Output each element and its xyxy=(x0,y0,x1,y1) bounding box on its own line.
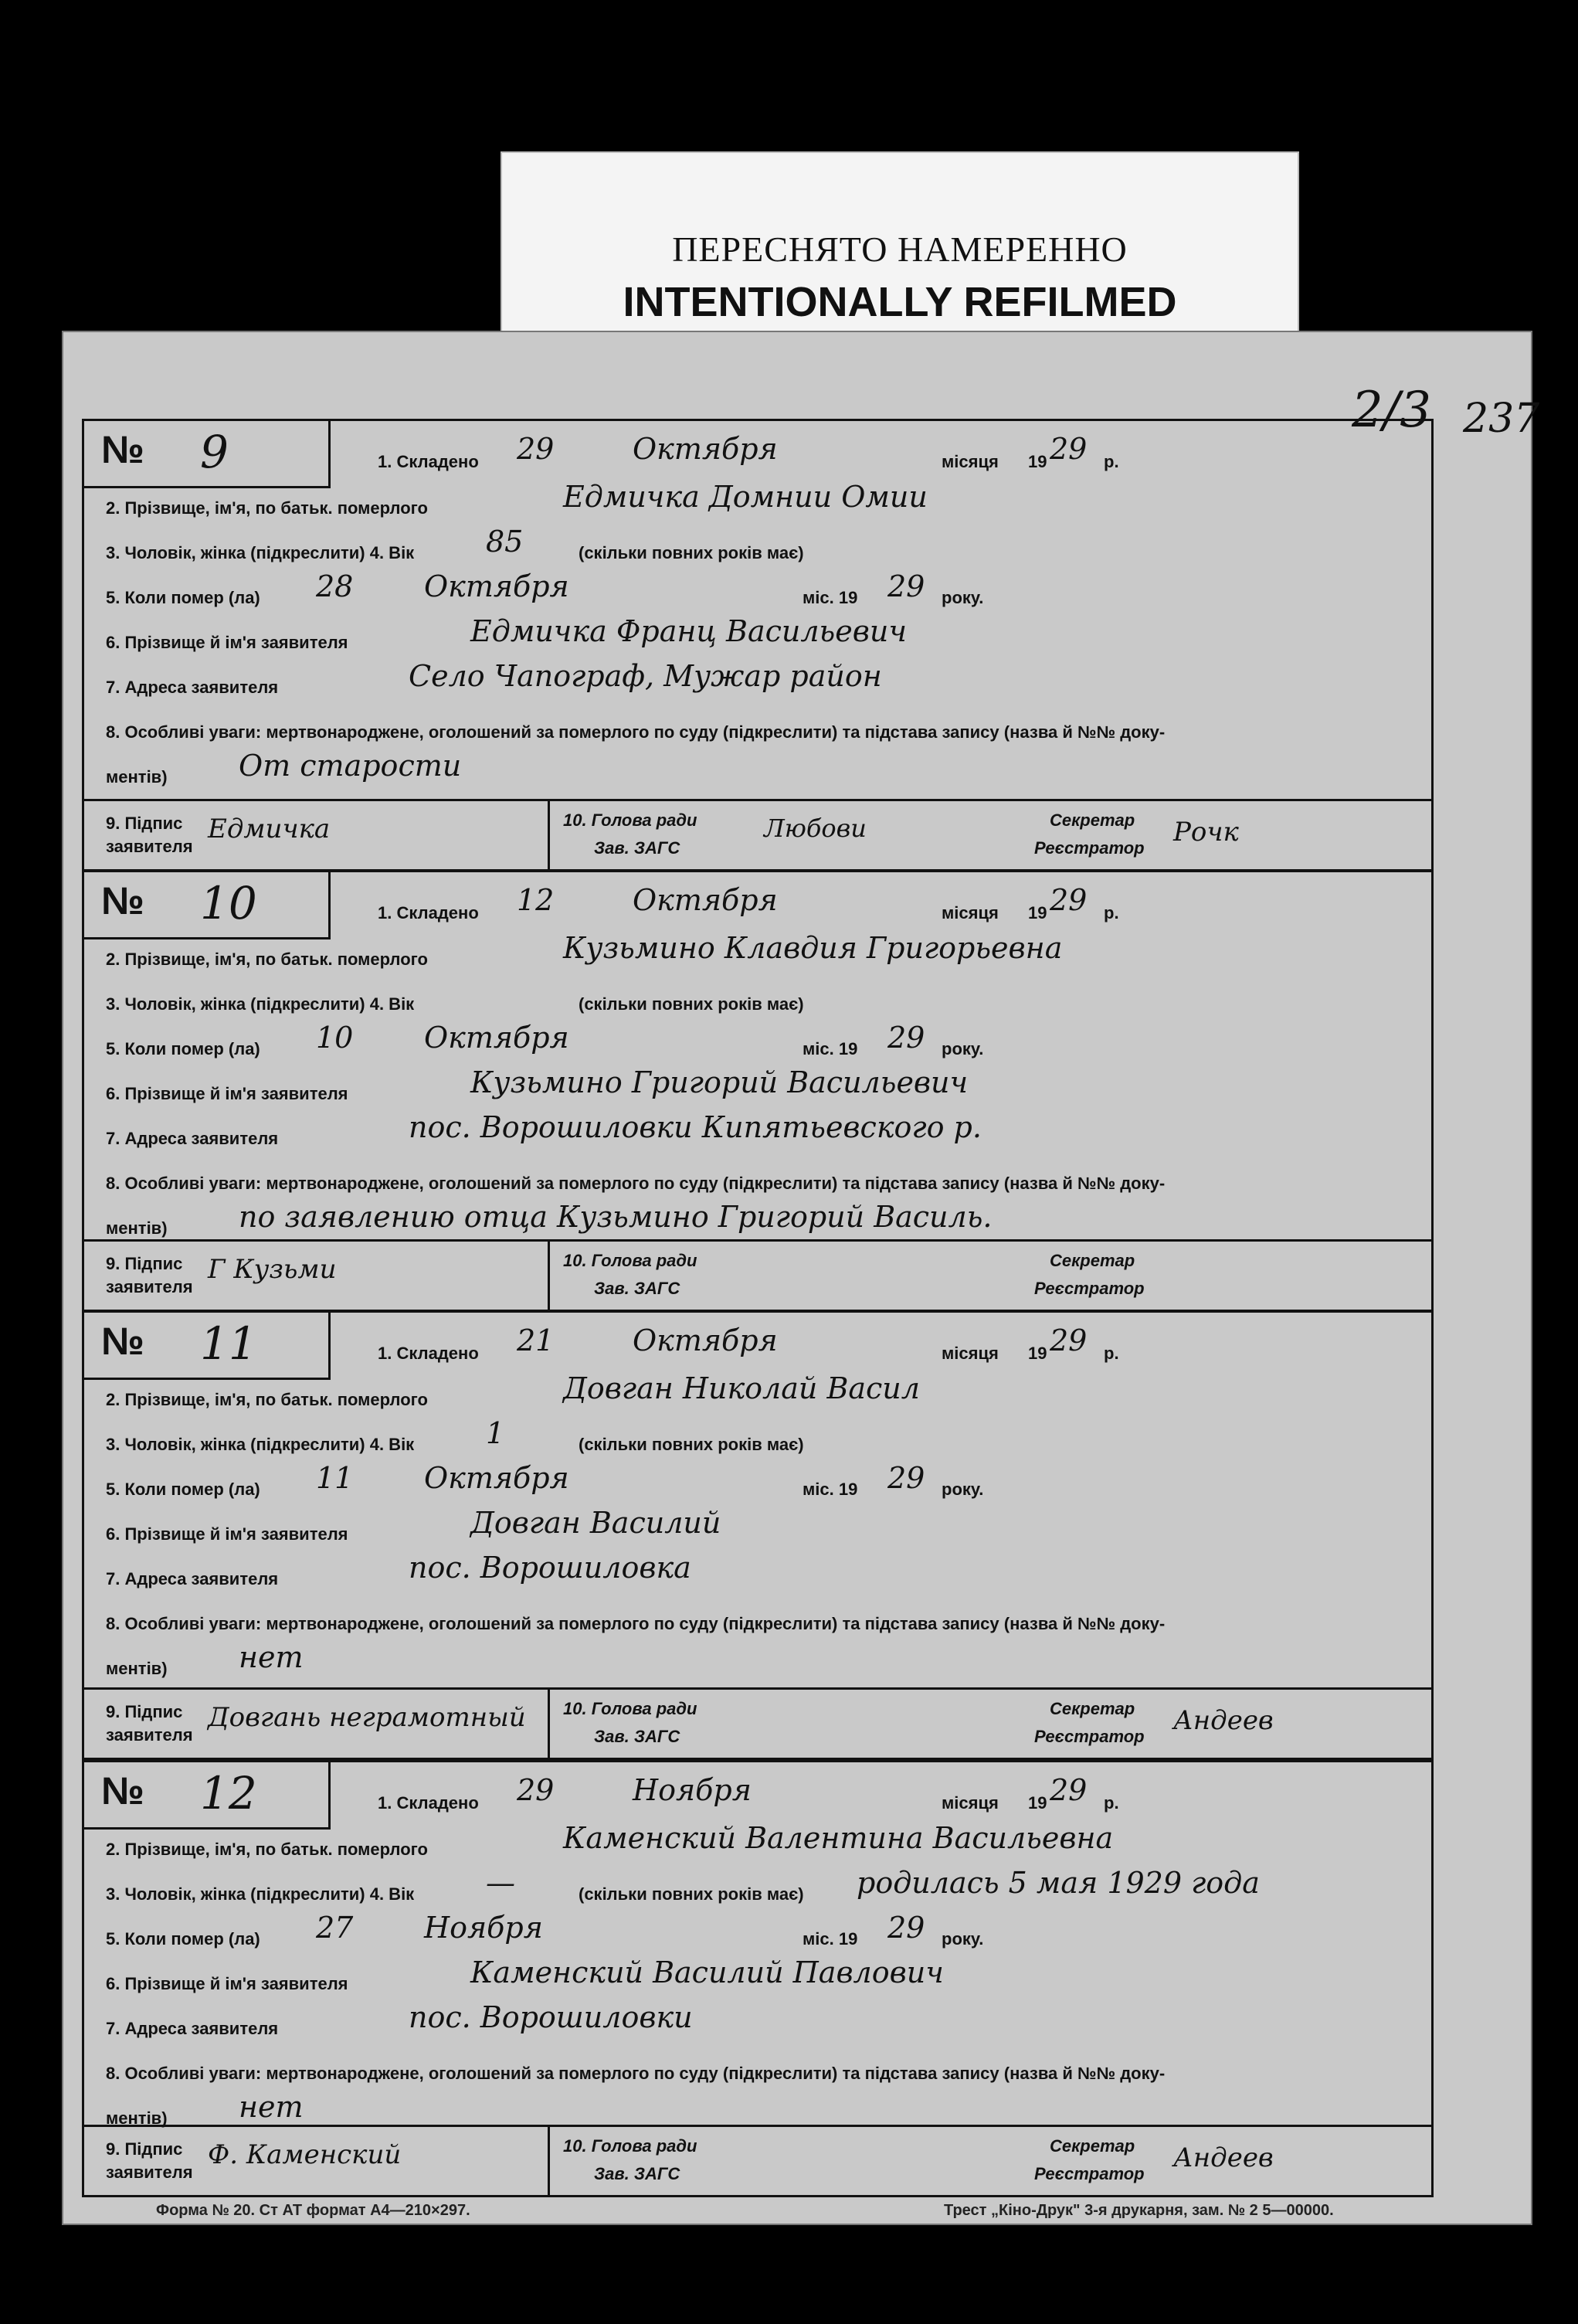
signature-row xyxy=(84,1687,1431,1758)
year-prefix: 19 xyxy=(1028,452,1047,471)
number-sign: № xyxy=(101,1320,144,1363)
declarant-label: 6. Прізвище й ім'я заявителя xyxy=(106,1974,348,1993)
refilm-text-ru: ПЕРЕСНЯТО НАМЕРЕННО xyxy=(672,229,1128,269)
zags-label: Зав. ЗАГС xyxy=(594,2164,680,2183)
year-suffix: р. xyxy=(1104,1344,1119,1363)
died-year: 29 xyxy=(887,1461,925,1495)
died-year-label: року. xyxy=(942,1480,984,1499)
notes-end-label: ментів) xyxy=(106,1218,168,1238)
age-value: 85 xyxy=(486,525,524,559)
secretary-label: Секретар xyxy=(1050,2136,1135,2156)
record-number-box xyxy=(84,421,331,488)
record-number-box xyxy=(84,872,331,939)
died-day: 28 xyxy=(316,569,354,603)
form-footer-right: Трест „Кіно-Друк" 3-я друкарня, зам. № 2 5—00000. xyxy=(944,2202,1334,2219)
notes-end-label: ментів) xyxy=(106,767,168,787)
year-prefix: 19 xyxy=(1028,903,1047,922)
compiled-label: 1. Складено xyxy=(378,1344,479,1363)
month-label: місяця xyxy=(942,452,999,471)
died-label: 5. Коли помер (ла) xyxy=(106,1480,260,1499)
sex-age-label: 3. Чоловік, жінка (підкреслити) 4. Вік xyxy=(106,1435,415,1454)
death-record xyxy=(82,1760,1434,2197)
record-number-box xyxy=(84,1762,331,1830)
address-label: 7. Адреса заявителя xyxy=(106,678,279,697)
death-record xyxy=(82,870,1434,1312)
age-note: (скільки повних років має) xyxy=(579,1435,804,1454)
address-label: 7. Адреса заявителя xyxy=(106,1129,279,1148)
secretary-label: Секретар xyxy=(1050,1251,1135,1270)
sex-age-label: 3. Чоловік, жінка (підкреслити) 4. Вік xyxy=(106,1884,415,1904)
compiled-year: 29 xyxy=(1050,1773,1088,1807)
age-note: (скільки повних років має) xyxy=(579,1884,804,1904)
head-label: 10. Голова ради xyxy=(563,810,697,830)
month-label: місяця xyxy=(942,1344,999,1363)
head-label: 10. Голова ради xyxy=(563,1699,697,1718)
age-note: (скільки повних років має) xyxy=(579,994,804,1014)
compiled-year: 29 xyxy=(1050,432,1088,466)
number-sign: № xyxy=(101,1769,144,1813)
secretary-label: Секретар xyxy=(1050,1699,1135,1718)
form-footer-left: Форма № 20. Ст АТ формат А4—210×297. xyxy=(156,2202,470,2219)
declarant-label: 6. Прізвище й ім'я заявителя xyxy=(106,1524,348,1544)
declarant-signature: Едмичка xyxy=(208,814,331,844)
death-register-page xyxy=(62,331,1540,2225)
notes-label: 8. Особливі уваги: мертвонароджене, оголошений за померлого по суду (підкреслити) та підстава запису (назва й №№ доку- xyxy=(106,2064,1166,2083)
notes-label: 8. Особливі уваги: мертвонароджене, оголошений за померлого по суду (підкреслити) та підстава запису (назва й №№ доку- xyxy=(106,1174,1166,1193)
died-month-label: міс. 19 xyxy=(803,1929,858,1949)
died-label: 5. Коли помер (ла) xyxy=(106,1039,260,1058)
signature-row xyxy=(84,2125,1431,2195)
sign-label: 9. Підпис xyxy=(106,814,183,833)
refilm-banner xyxy=(501,151,1299,348)
declarant-name: Довган Василий xyxy=(470,1506,721,1540)
declarant-address: Село Чапограф, Мужар район xyxy=(409,659,882,693)
compiled-month: Ноября xyxy=(633,1773,752,1807)
died-month: Октября xyxy=(424,1461,569,1495)
registrar-label: Реєстратор xyxy=(1034,838,1145,858)
refilm-text-en: INTENTIONALLY REFILMED xyxy=(623,279,1177,325)
compiled-month: Октября xyxy=(633,1323,778,1357)
death-record xyxy=(82,1310,1434,1760)
declarant-signature: Довгань неграмотный xyxy=(208,1702,526,1733)
declarant-label: 6. Прізвище й ім'я заявителя xyxy=(106,633,348,652)
sign-label-2: заявителя xyxy=(106,1725,193,1745)
died-label: 5. Коли помер (ла) xyxy=(106,1929,260,1949)
month-label: місяця xyxy=(942,903,999,922)
compiled-month: Октября xyxy=(633,432,778,466)
notes-label: 8. Особливі уваги: мертвонароджене, оголошений за померлого по суду (підкреслити) та підстава запису (назва й №№ доку- xyxy=(106,722,1166,742)
died-month: Ноября xyxy=(424,1911,543,1945)
signature-divider xyxy=(548,1690,550,1758)
compiled-day: 29 xyxy=(517,1773,555,1807)
month-label: місяця xyxy=(942,1793,999,1813)
died-month-label: міс. 19 xyxy=(803,1039,858,1058)
sign-label: 9. Підпис xyxy=(106,1254,183,1273)
notes-end-label: ментів) xyxy=(106,2108,168,2128)
died-year-label: року. xyxy=(942,588,984,607)
sign-label-2: заявителя xyxy=(106,2163,193,2182)
signature-divider xyxy=(548,801,550,869)
record-number: 11 xyxy=(200,1317,257,1370)
head-label: 10. Голова ради xyxy=(563,1251,697,1270)
registrar-label: Реєстратор xyxy=(1034,1279,1145,1298)
notes-value: по заявлению отца Кузьмино Григорий Василь. xyxy=(239,1200,993,1234)
died-year: 29 xyxy=(887,1911,925,1945)
compiled-month: Октября xyxy=(633,883,778,917)
died-day: 11 xyxy=(316,1461,354,1495)
page-number-stamp: 237 xyxy=(1463,396,1540,442)
declarant-name: Каменский Василий Павлович xyxy=(470,1955,944,1989)
number-sign: № xyxy=(101,879,144,922)
record-number: 10 xyxy=(200,877,257,929)
deceased-name: Каменский Валентина Васильевна xyxy=(563,1821,1114,1855)
year-prefix: 19 xyxy=(1028,1344,1047,1363)
deceased-name: Едмичка Домнии Омии xyxy=(563,480,928,514)
registrar-signature: Рочк xyxy=(1173,817,1239,848)
died-day: 27 xyxy=(316,1911,354,1945)
compiled-day: 29 xyxy=(517,432,555,466)
sex-age-label: 3. Чоловік, жінка (підкреслити) 4. Вік xyxy=(106,543,415,562)
died-year: 29 xyxy=(887,1021,925,1055)
age-value: 1 xyxy=(486,1416,505,1450)
died-month: Октября xyxy=(424,1021,569,1055)
compiled-day: 12 xyxy=(517,883,555,917)
record-number: 12 xyxy=(200,1767,257,1819)
notes-value: От старости xyxy=(239,749,462,783)
registrar-label: Реєстратор xyxy=(1034,2164,1145,2183)
declarant-address: пос. Ворошиловки xyxy=(409,2000,693,2034)
year-suffix: р. xyxy=(1104,1793,1119,1813)
died-label: 5. Коли помер (ла) xyxy=(106,588,260,607)
number-sign: № xyxy=(101,428,144,471)
address-label: 7. Адреса заявителя xyxy=(106,2019,279,2038)
record-number-box xyxy=(84,1313,331,1380)
signature-divider xyxy=(548,1242,550,1310)
declarant-label: 6. Прізвище й ім'я заявителя xyxy=(106,1084,348,1103)
age-extra: родилась 5 мая 1929 года xyxy=(857,1866,1260,1900)
secretary-label: Секретар xyxy=(1050,810,1135,830)
signature-divider xyxy=(548,2127,550,2195)
declarant-signature: Г Кузьми xyxy=(208,1254,337,1285)
page-number-handwritten: 2/3 xyxy=(1352,382,1431,439)
zags-label: Зав. ЗАГС xyxy=(594,1727,680,1746)
compiled-label: 1. Складено xyxy=(378,452,479,471)
year-suffix: р. xyxy=(1104,452,1119,471)
died-month-label: міс. 19 xyxy=(803,588,858,607)
declarant-address: пос. Ворошиловки Кипятьевского р. xyxy=(409,1110,982,1144)
deceased-name: Довган Николай Васил xyxy=(563,1371,920,1405)
died-month-label: міс. 19 xyxy=(803,1480,858,1499)
surname-label: 2. Прізвище, ім'я, по батьк. померлого xyxy=(106,1390,428,1409)
sign-label-2: заявителя xyxy=(106,1277,193,1296)
compiled-year: 29 xyxy=(1050,883,1088,917)
sign-label: 9. Підпис xyxy=(106,2139,183,2159)
died-year: 29 xyxy=(887,569,925,603)
surname-label: 2. Прізвище, ім'я, по батьк. померлого xyxy=(106,1840,428,1859)
age-value: — xyxy=(486,1866,515,1900)
declarant-name: Едмичка Франц Васильевич xyxy=(470,614,907,648)
registrar-signature: Андеев xyxy=(1173,1705,1274,1736)
declarant-name: Кузьмино Григорий Васильевич xyxy=(470,1065,969,1099)
sex-age-label: 3. Чоловік, жінка (підкреслити) 4. Вік xyxy=(106,994,415,1014)
died-year-label: року. xyxy=(942,1039,984,1058)
surname-label: 2. Прізвище, ім'я, по батьк. померлого xyxy=(106,498,428,518)
sign-label: 9. Підпис xyxy=(106,1702,183,1721)
registrar-label: Реєстратор xyxy=(1034,1727,1145,1746)
died-month: Октября xyxy=(424,569,569,603)
address-label: 7. Адреса заявителя xyxy=(106,1569,279,1588)
notes-end-label: ментів) xyxy=(106,1659,168,1678)
sign-label-2: заявителя xyxy=(106,837,193,856)
compiled-year: 29 xyxy=(1050,1323,1088,1357)
compiled-label: 1. Складено xyxy=(378,1793,479,1813)
surname-label: 2. Прізвище, ім'я, по батьк. померлого xyxy=(106,950,428,969)
died-year-label: року. xyxy=(942,1929,984,1949)
head-signature: Любови xyxy=(764,814,867,843)
year-suffix: р. xyxy=(1104,903,1119,922)
signature-row xyxy=(84,1239,1431,1310)
zags-label: Зав. ЗАГС xyxy=(594,1279,680,1298)
declarant-address: пос. Ворошиловка xyxy=(409,1551,691,1585)
notes-value: нет xyxy=(239,2090,304,2124)
deceased-name: Кузьмино Клавдия Григорьевна xyxy=(563,931,1063,965)
died-day: 10 xyxy=(316,1021,354,1055)
registrar-signature: Андеев xyxy=(1173,2142,1274,2173)
record-number: 9 xyxy=(200,426,229,478)
year-prefix: 19 xyxy=(1028,1793,1047,1813)
declarant-signature: Ф. Каменский xyxy=(208,2139,402,2170)
compiled-day: 21 xyxy=(517,1323,555,1357)
zags-label: Зав. ЗАГС xyxy=(594,838,680,858)
notes-label: 8. Особливі уваги: мертвонароджене, оголошений за померлого по суду (підкреслити) та підстава запису (назва й №№ доку- xyxy=(106,1614,1166,1633)
signature-row xyxy=(84,799,1431,869)
head-label: 10. Голова ради xyxy=(563,2136,697,2156)
compiled-label: 1. Складено xyxy=(378,903,479,922)
notes-value: нет xyxy=(239,1640,304,1674)
death-record xyxy=(82,419,1434,872)
age-note: (скільки повних років має) xyxy=(579,543,804,562)
